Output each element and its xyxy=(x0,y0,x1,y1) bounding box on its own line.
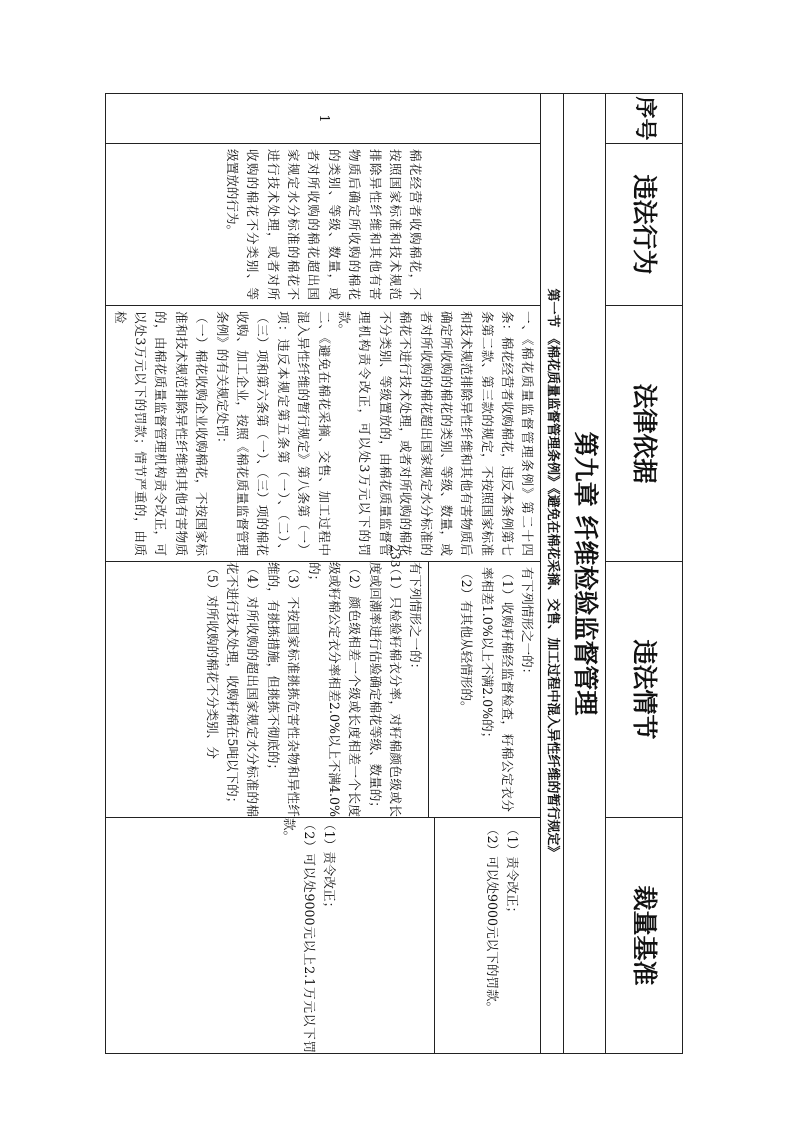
circumstance-line: 有下列情形之一的： xyxy=(520,567,536,681)
basis-paragraph-1: 一、《棉花质量监督管理条例》第二十四条：棉花经营者收购棉花，违反本条例第七条第二款、第三款的规定，不按照国家标准和技术规范排除异性纤维和其他有害物质后确定所收购的棉花的类别、等级、数量，或者对所收购的棉花超出国家规定水分标准的棉花不进行技术处理，或者对所收购的棉花不分类别、等级置放的，由棉花质量监督管理机构责令改正，可以处3万元以下的罚款。 xyxy=(336,311,536,556)
circumstance-line: （3）不按国家标准挑拣危害性杂物和异性纤维的，有挑拣措施，但挑拣不彻底的； xyxy=(265,562,302,817)
chapter-row xyxy=(564,94,606,1054)
circumstance-line: （1）收购籽棉经监督检查，籽棉公定衣分率相差1.0%以上不满2.0%的； xyxy=(479,567,516,812)
circumstance-case-2 xyxy=(198,562,429,818)
penalty-standard-table xyxy=(105,93,683,1054)
penalty-case-2 xyxy=(275,818,435,1054)
table-header-row xyxy=(606,94,683,1054)
header-illegal-act: 违法行为 xyxy=(606,144,683,306)
row-penalties xyxy=(106,818,541,1054)
penalty-line: （1）责令改正； xyxy=(322,818,338,915)
header-penalty-standard: 裁量基准 xyxy=(606,818,683,1054)
header-circumstance: 违法情节 xyxy=(606,562,683,818)
circumstance-line: 有下列情形之一的： xyxy=(408,562,424,676)
penalty-case-1 xyxy=(436,818,541,1053)
header-legal-basis: 法律依据 xyxy=(606,306,683,562)
penalty-line: （2）可以处9000元以下的罚款。 xyxy=(485,823,501,1015)
circumstance-case-1 xyxy=(430,562,541,817)
row-legal-basis xyxy=(106,306,541,562)
row-seq: 1 xyxy=(106,94,541,144)
penalty-line: （2）可以处9000元以上2.1万元以下罚款。 xyxy=(281,818,318,1053)
header-seq: 序号 xyxy=(606,94,683,144)
section-title: 第一节 《棉花质量监督管理条例》《避免在棉花采摘、交售、加工过程中混入异性纤维的暂行规定》 xyxy=(541,94,564,1054)
row-circumstances xyxy=(106,562,541,818)
circumstance-line: （2）有其他从轻情形的。 xyxy=(459,567,475,714)
basis-paragraph-2: 二、《避免在棉花采摘、交售、加工过程中混入异性纤维的暂行规定》第八条第（一）项：违反本规定第五条第（一）、（二）、（三）项和第六条第（一）、（三）项的棉花收购、加工企业，按照《棉花质量监督管理条例》的有关规定处罚： xyxy=(214,311,332,556)
row-illegal-act: 棉花经营者收购棉花，不按照国家标准和技术规范排除异性纤维和其他有害物质后确定所收购的棉花的类别、等级、数量，或者对所收购的棉花超出国家规定水分标准的棉花不进行技术处理，或者对所收购的棉花不分类别、等级置放的行为。 xyxy=(106,144,541,306)
chapter-title: 第九章 纤维检验监督管理 xyxy=(564,94,606,1054)
circumstance-line: （5）对所收购的棉花不分类别、分 xyxy=(204,562,220,759)
penalty-line: （1）责令改正； xyxy=(505,823,521,920)
circumstance-line: （1）只检验籽棉衣分率，对籽棉颜色级或长度或回潮率进行估验确定棉花等级、数量的； xyxy=(367,562,404,817)
rotated-table-page xyxy=(112,93,683,1053)
section-row xyxy=(541,94,564,1054)
table-row xyxy=(106,94,541,1054)
page-number: 233 xyxy=(388,544,402,568)
basis-paragraph-3: （一）棉花收购企业收购棉花，不按国家标准和技术规范排除异性纤维和其他有害物质的，由棉花质量监督管理机构责令改正，可以处3万元以下的罚款；情节严重的，由质检 xyxy=(112,311,210,556)
circumstance-line: （4）对所收购的超出国家规定水分标准的棉花不进行技术处理，收购籽棉在5吨以下的； xyxy=(224,562,261,817)
circumstance-line: （2）颜色级相差一个级或长度相差一个长度级或籽棉公定衣分率相差2.0%以上不满4.0%的； xyxy=(306,562,363,817)
